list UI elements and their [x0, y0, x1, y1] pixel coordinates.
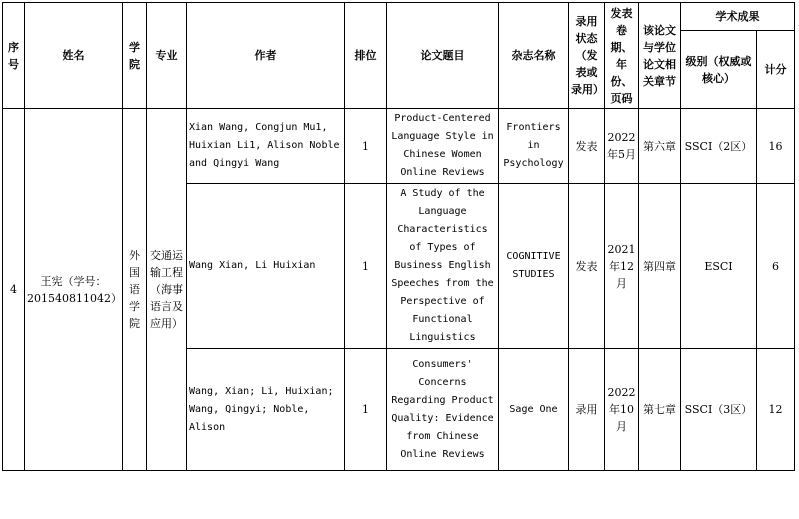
achievement-table: [2, 2, 795, 471]
paper-chapter: 第六章: [639, 109, 681, 184]
paper-title: A Study of the Language Characteristics of Types of Business English Speeches from the Perspective of Functional Linguistics: [387, 184, 499, 349]
header-title: 论文题目: [387, 3, 499, 109]
paper-status: 录用: [569, 349, 605, 471]
header-row: [3, 3, 795, 31]
header-chapter: 该论文与学位论文相关章节: [639, 3, 681, 109]
header-level: 级别（权威或核心）: [681, 31, 757, 109]
paper-level: SSCI（3区）: [681, 349, 757, 471]
student-college: 外国语学院: [123, 109, 147, 471]
header-name: 姓名: [25, 3, 123, 109]
paper-level: ESCI: [681, 184, 757, 349]
paper-journal: Frontiers in Psychology: [499, 109, 569, 184]
table-row: [3, 109, 795, 184]
paper-points: 16: [757, 109, 795, 184]
student-name: 王宪（学号：201540811042）: [25, 109, 123, 471]
paper-points: 12: [757, 349, 795, 471]
paper-pub: 2022年10月: [605, 349, 639, 471]
header-rank: 排位: [345, 3, 387, 109]
paper-rank: 1: [345, 109, 387, 184]
header-college: 学院: [123, 3, 147, 109]
header-pub: 发表卷期、年份、页码: [605, 3, 639, 109]
paper-points: 6: [757, 184, 795, 349]
student-major: 交通运输工程（海事语言及应用）: [147, 109, 187, 471]
paper-authors: Wang Xian, Li Huixian: [187, 184, 345, 349]
paper-journal: COGNITIVE STUDIES: [499, 184, 569, 349]
header-points: 计分: [757, 31, 795, 109]
paper-title: Product-Centered Language Style in Chinese Women Online Reviews: [387, 109, 499, 184]
header-seq: 序号: [3, 3, 25, 109]
header-major: 专业: [147, 3, 187, 109]
paper-chapter: 第七章: [639, 349, 681, 471]
paper-pub: 2022年5月: [605, 109, 639, 184]
header-status: 录用状态（发表或录用）: [569, 3, 605, 109]
paper-status: 发表: [569, 109, 605, 184]
paper-chapter: 第四章: [639, 184, 681, 349]
header-journal: 杂志名称: [499, 3, 569, 109]
header-authors: 作者: [187, 3, 345, 109]
paper-authors: Wang, Xian; Li, Huixian; Wang, Qingyi; Noble, Alison: [187, 349, 345, 471]
paper-rank: 1: [345, 184, 387, 349]
paper-title: Consumers' Concerns Regarding Product Quality: Evidence from Chinese Online Reviews: [387, 349, 499, 471]
paper-journal: Sage One: [499, 349, 569, 471]
paper-pub: 2021年12月: [605, 184, 639, 349]
paper-rank: 1: [345, 349, 387, 471]
header-achievement: 学术成果: [681, 3, 795, 31]
paper-authors: Xian Wang, Congjun Mu1, Huixian Li1, Alison Noble and Qingyi Wang: [187, 109, 345, 184]
paper-level: SSCI（2区）: [681, 109, 757, 184]
student-seq: 4: [3, 109, 25, 471]
paper-status: 发表: [569, 184, 605, 349]
